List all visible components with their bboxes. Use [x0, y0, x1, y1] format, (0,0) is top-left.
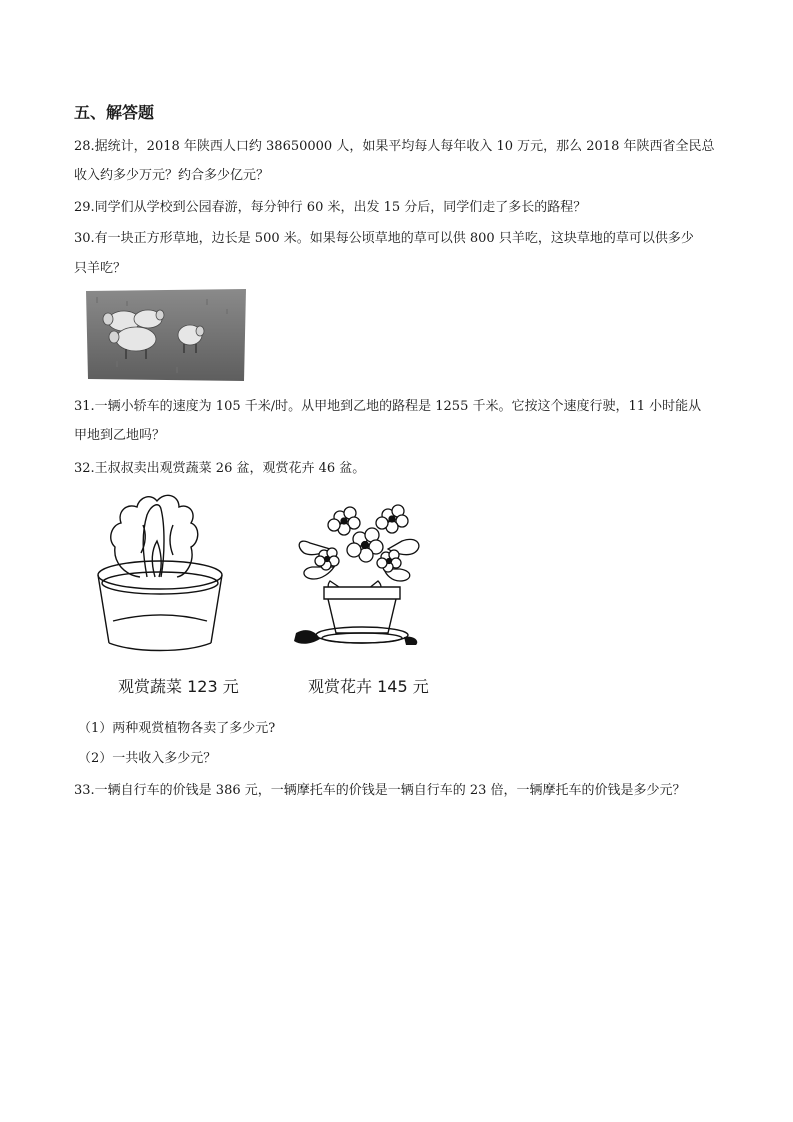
sheep-photo: [86, 289, 246, 381]
question-31-line-2: 甲地到乙地吗？: [74, 428, 166, 443]
vegetable-pot-drawing: [95, 485, 225, 660]
vegetable-price-caption: 观赏蔬菜 123 元: [118, 677, 239, 696]
flower-pot-drawing: [290, 495, 435, 655]
question-30-line-2: 只羊吃？: [74, 261, 127, 276]
section-title: 五、解答题: [74, 103, 155, 122]
question-30-line-1: 30.有一块正方形草地，边长是 500 米。如果每公顷草地的草可以供 800 只羊吃，这块草地的草可以供多少: [74, 231, 694, 246]
question-28-line-2: 收入约多少万元？约合多少亿元？: [74, 168, 270, 183]
question-31-line-1: 31.一辆小轿车的速度为 105 千米/时。从甲地到乙地的路程是 1255 千米。它按这个速度行驶，11 小时能从: [74, 399, 702, 414]
question-32-part-1: （1）两种观赏植物各卖了多少元?: [78, 721, 276, 736]
question-29: 29.同学们从学校到公园春游，每分钟行 60 米，出发 15 分后，同学们走了多长的路程？: [74, 200, 587, 215]
question-32-part-2: （2）一共收入多少元？: [78, 751, 217, 766]
question-33: 33.一辆自行车的价钱是 386 元，一辆摩托车的价钱是一辆自行车的 23 倍，一辆摩托车的价钱是多少元？: [74, 783, 686, 798]
question-28-line-1: 28.据统计，2018 年陕西人口约 38650000 人，如果平均每人每年收入 10 万元，那么 2018 年陕西省全民总: [74, 139, 715, 154]
flower-price-caption: 观赏花卉 145 元: [308, 677, 429, 696]
question-32: 32.王叔叔卖出观赏蔬菜 26 盆，观赏花卉 46 盆。: [74, 461, 366, 476]
